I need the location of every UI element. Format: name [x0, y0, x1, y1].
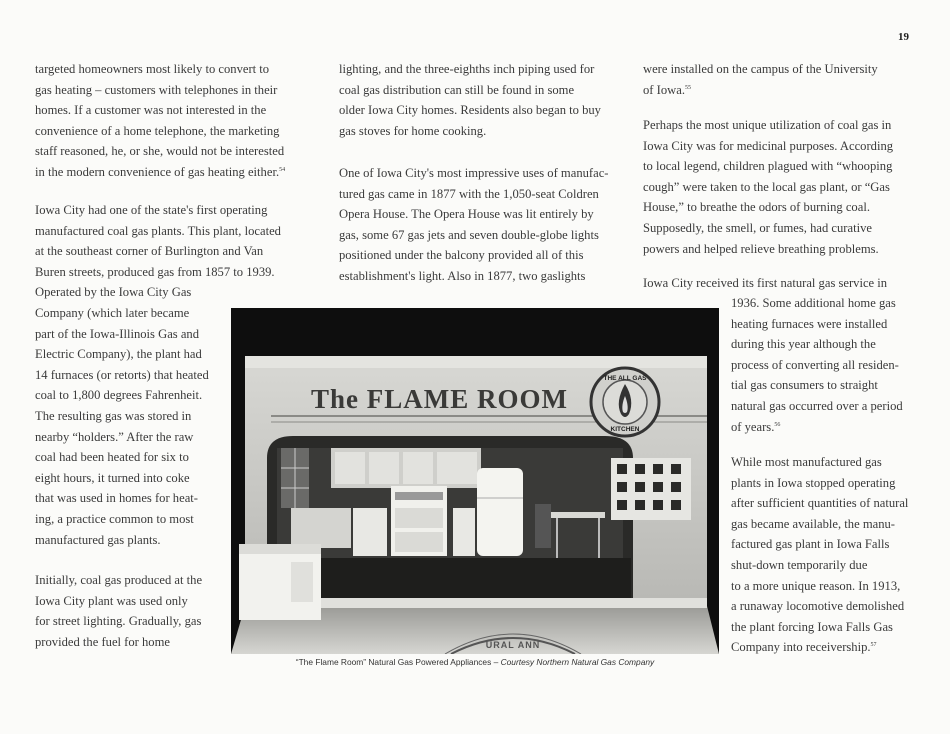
text-line: targeted homeowners most likely to convert to	[35, 62, 270, 76]
text-line: While most manufactured gas	[731, 455, 882, 469]
text-line: manufactured coal gas plants. This plant, located	[35, 223, 281, 238]
col3-paragraph-1	[643, 59, 878, 100]
text-line: plants in Iowa stopped operating	[731, 475, 896, 490]
text-line: Iowa City was for medicinal purposes. According	[643, 138, 894, 153]
caption-credit: Courtesy Northern Natural Gas Company	[500, 657, 655, 667]
footnote-marker: 54	[279, 166, 286, 173]
text-line: heating furnaces were installed	[731, 316, 888, 331]
col3-paragraph-2	[643, 115, 893, 259]
text-line: at the southeast corner of Burlington and Van	[35, 244, 264, 259]
flame-room-photo	[231, 308, 719, 654]
text-line: to local legend, children plagued with “whooping	[643, 159, 893, 174]
text-line: tured gas came in 1877 with the 1,050-seat Coldren	[339, 186, 599, 201]
text-line: gas became available, the manu-	[731, 516, 895, 531]
text-line: ing, a practice common to most	[35, 511, 194, 526]
text-line: establishment's light. Also in 1877, two gaslights	[339, 268, 586, 283]
text-line: gas, some 67 gas jets and seven double-globe lights	[339, 227, 599, 242]
text-line: positioned under the balcony provided all of this	[339, 248, 584, 263]
text-line: tial gas consumers to straight	[731, 378, 878, 393]
text-line: Initially, coal gas produced at the	[35, 573, 203, 587]
page-number: 19	[898, 31, 909, 43]
text-line: homes. If a customer was not interested in the	[35, 103, 267, 118]
text-line: Supposedly, the smell, or fumes, had curative	[643, 220, 872, 235]
text-line: a runaway locomotive demolished	[731, 599, 905, 614]
floor-emblem-text: URAL ANN	[485, 640, 541, 650]
text-line: 14 furnaces (or retorts) that heated	[35, 367, 209, 382]
text-line: provided the fuel for home	[35, 634, 170, 649]
text-line: part of the Iowa-Illinois Gas and	[35, 326, 200, 341]
text-line: One of Iowa City's most impressive uses of manufac-	[339, 166, 609, 180]
text-line: shut-down temporarily due	[731, 557, 868, 572]
footnote-marker: 55	[684, 84, 691, 91]
text-line: manufactured gas plants.	[35, 532, 161, 547]
text-line: The resulting gas was stored in	[35, 408, 192, 423]
text-line: that was used in homes for heat-	[35, 491, 198, 506]
text-line: in the modern convenience of gas heating either.$^{54}$	[35, 164, 286, 179]
text-line: eight hours, it turned into coke	[35, 470, 190, 485]
text-line: 1936. Some additional home gas	[731, 296, 896, 310]
col3-paragraph-4	[731, 452, 908, 658]
text-line: during this year although the	[731, 337, 876, 352]
col2-paragraph-1	[339, 59, 601, 141]
text-line: Buren streets, produced gas from 1857 to 1939.	[35, 264, 275, 279]
text-line: Perhaps the most unique utilization of coal gas in	[643, 118, 892, 132]
text-line: House,” to breathe the odors of burning coal.	[643, 200, 870, 215]
text-line: after sufficient quantities of natural	[731, 496, 909, 511]
emblem-bottom-text: KITCHEN	[610, 426, 640, 433]
text-line: of years.$^{56}$	[731, 419, 781, 434]
footnote-marker: 56	[774, 421, 781, 428]
emblem-top-text: THE ALL GAS	[603, 375, 647, 382]
col3-paragraph-3	[731, 293, 903, 437]
text-line: Iowa City plant was used only	[35, 593, 188, 608]
text-line: Company into receivership.$^{57}$	[731, 640, 877, 655]
text-line: to a more unique reason. In 1913,	[731, 578, 901, 593]
text-line: Opera House. The Opera House was lit entirely by	[339, 207, 594, 222]
text-line: Iowa City received its first natural gas service in	[643, 276, 888, 290]
photo-caption	[231, 657, 719, 667]
text-line: Company (which later became	[35, 305, 190, 320]
text-line: nearby “holders.” After the raw	[35, 429, 194, 444]
text-line: lighting, and the three-eighths inch piping used for	[339, 62, 595, 76]
text-line: of Iowa.$^{55}$	[643, 82, 691, 97]
col1-paragraph-3	[35, 570, 202, 652]
text-line: process of converting all residen-	[731, 357, 899, 372]
text-line: coal to 1,800 degrees Fahrenheit.	[35, 388, 203, 403]
text-line: staff reasoned, he, or she, would not be interested	[35, 144, 285, 159]
text-line: gas heating – customers with telephones in their	[35, 82, 278, 97]
col1-paragraph-1	[35, 59, 285, 183]
footnote-marker: 57	[870, 642, 877, 649]
text-line: cough” were taken to the local gas plant, or “Gas	[643, 179, 890, 194]
col2-paragraph-2	[339, 163, 608, 287]
text-line: coal gas distribution can still be found in some	[339, 82, 575, 97]
text-line: factured gas plant in Iowa Falls	[731, 537, 890, 552]
col3-paragraph-3-first-line	[643, 273, 887, 294]
text-line: Electric Company), the plant had	[35, 347, 202, 362]
text-line: Operated by the Iowa City Gas	[35, 285, 192, 300]
text-line: Iowa City had one of the state's first operating	[35, 203, 268, 217]
flame-room-sign: The FLAME ROOM	[311, 384, 568, 414]
text-line: for street lighting. Gradually, gas	[35, 614, 202, 629]
text-line: older Iowa City homes. Residents also began to buy	[339, 103, 601, 118]
caption-main: “The Flame Room” Natural Gas Powered Appliances –	[295, 657, 501, 667]
text-line: powers and helped relieve breathing problems.	[643, 241, 879, 256]
text-line: the plant forcing Iowa Falls Gas	[731, 619, 893, 634]
text-line: gas stoves for home cooking.	[339, 123, 487, 138]
text-line: natural gas occurred over a period	[731, 398, 903, 413]
text-line: coal had been heated for six to	[35, 450, 189, 465]
text-line: were installed on the campus of the University	[643, 62, 878, 76]
text-line: convenience of a home telephone, the marketing	[35, 123, 280, 138]
